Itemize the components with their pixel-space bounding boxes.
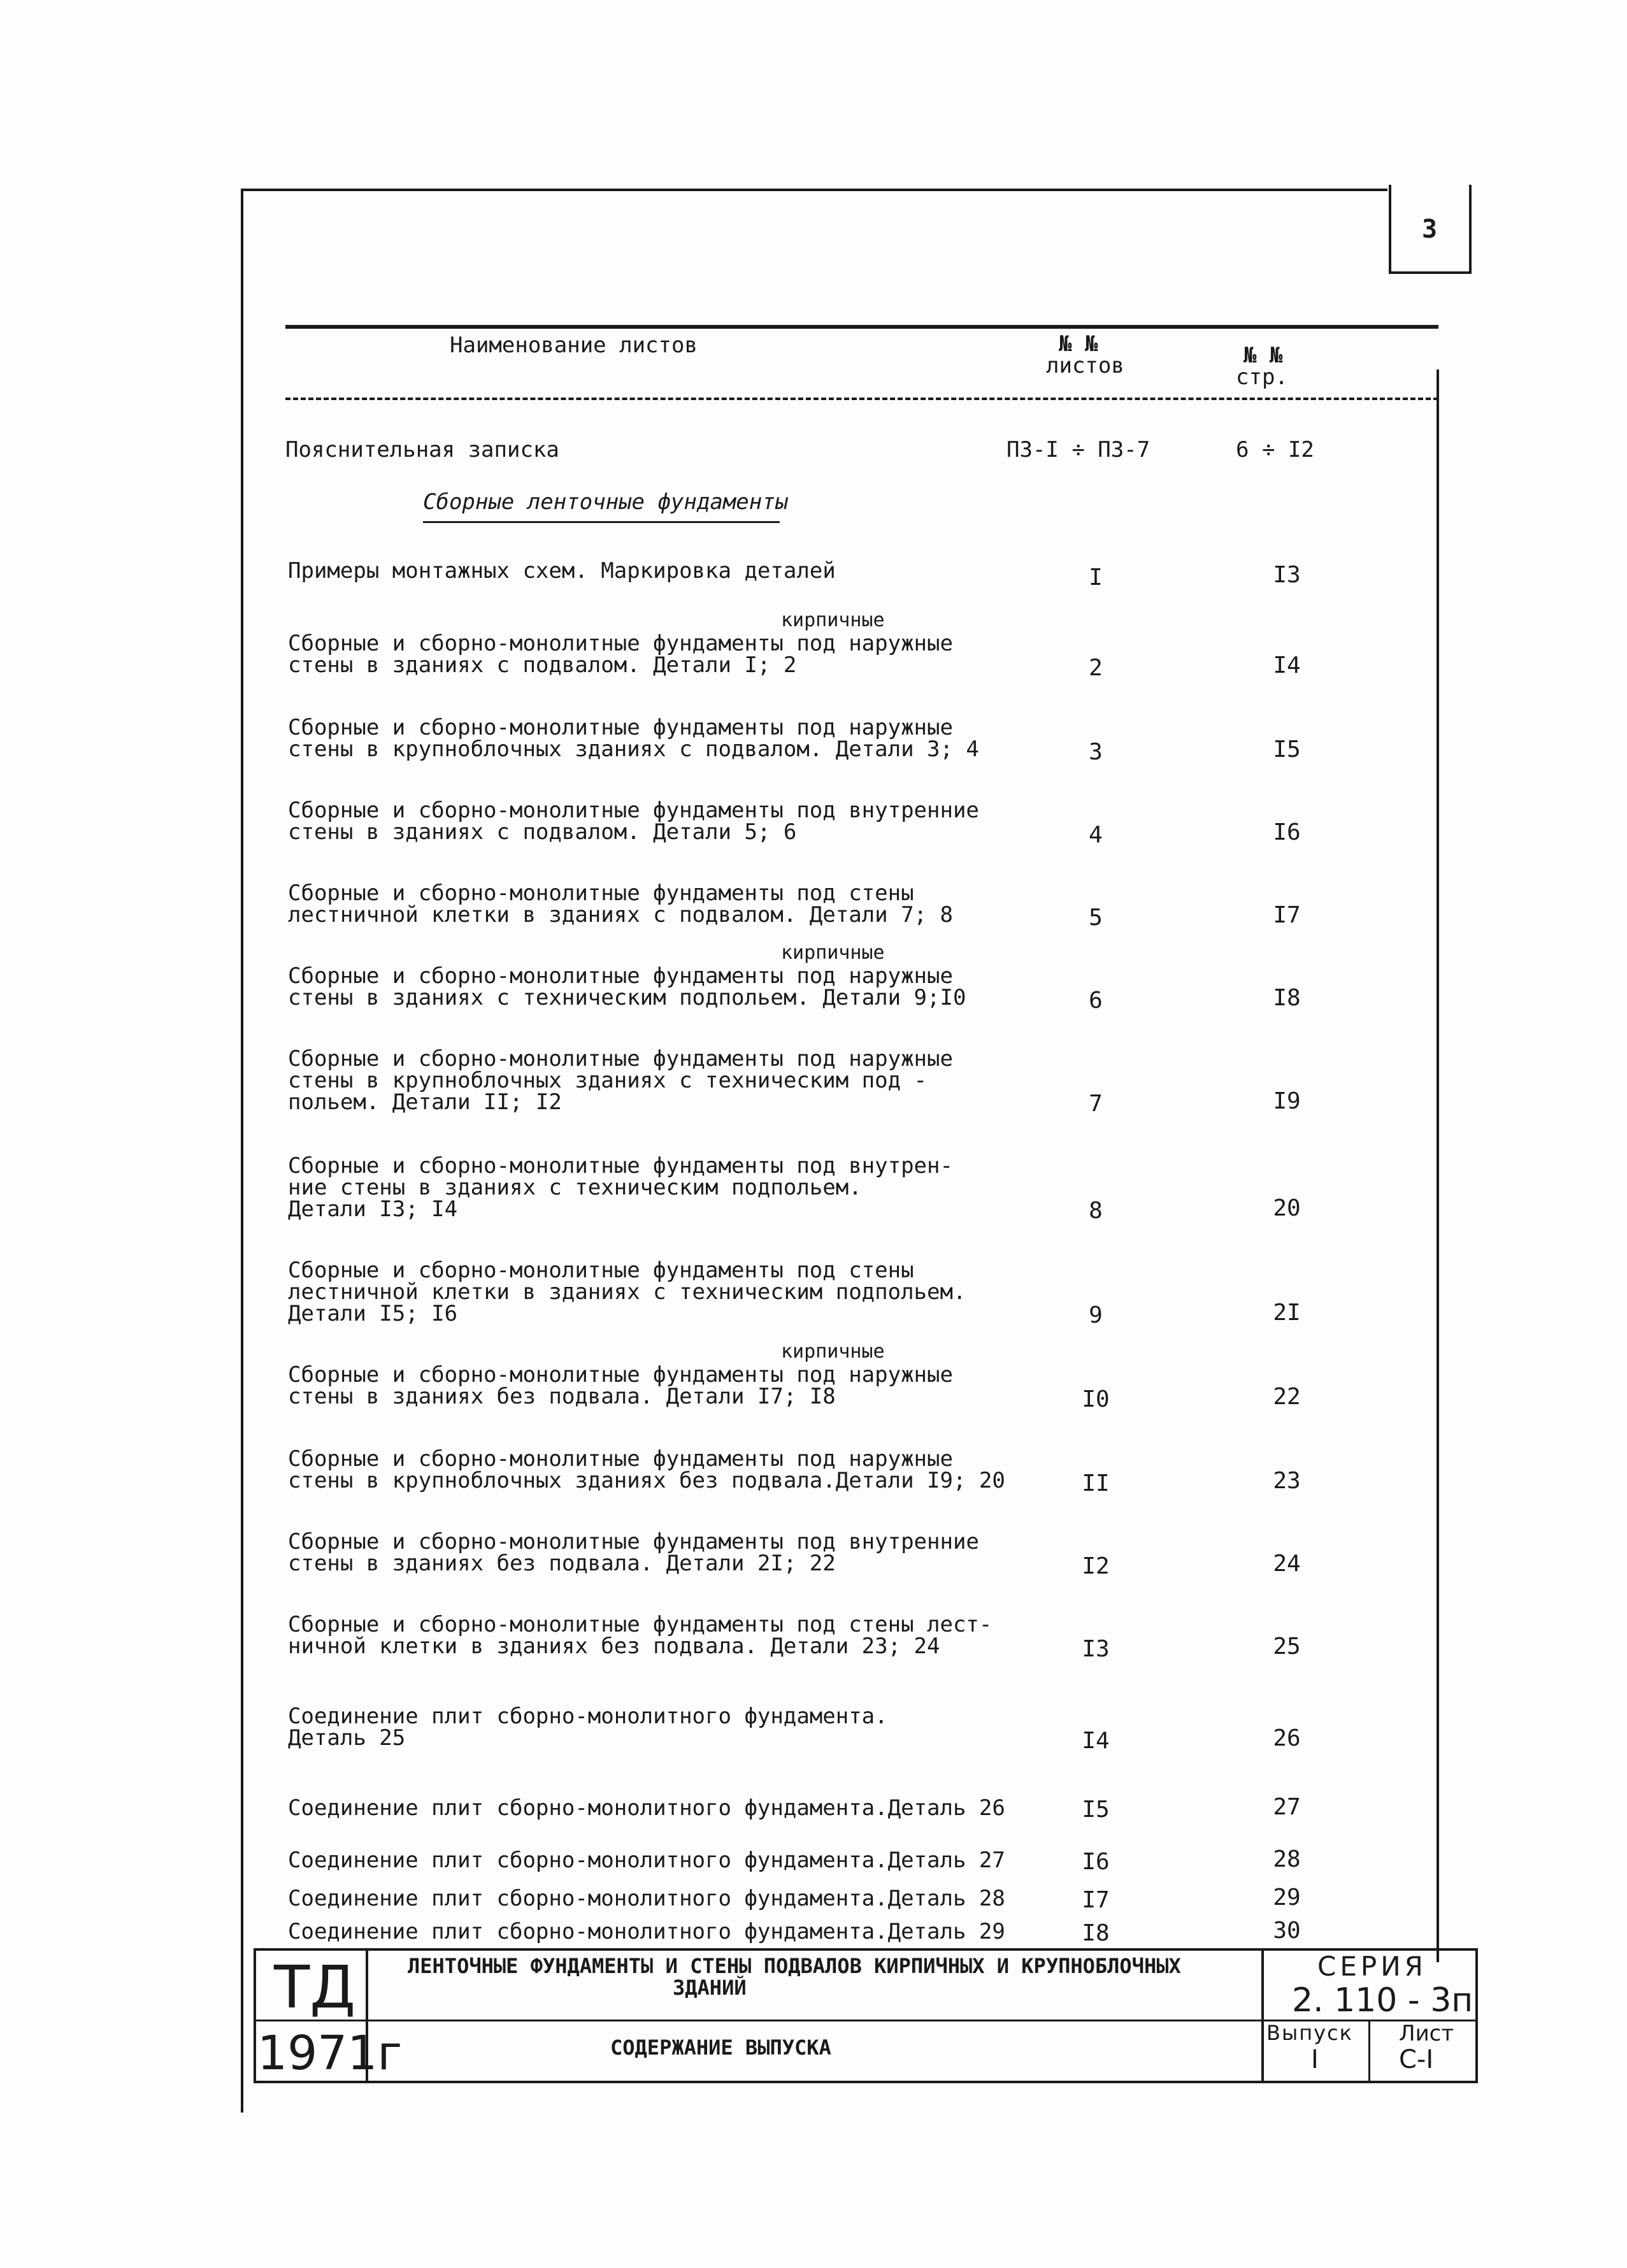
row-title-line: Сборные и сборно-монолитные фундаменты под наружные	[288, 631, 953, 656]
row-sheet-number: 8	[1089, 1198, 1103, 1224]
intro-sheets: ПЗ-I ÷ ПЗ-7	[1007, 437, 1150, 463]
page-number: 3	[1422, 215, 1438, 244]
header-dashed-rule	[285, 398, 1438, 400]
row-sheet-number: I2	[1082, 1553, 1110, 1579]
row-title-line: лестничной клетки в зданиях с техническим подпольем.	[288, 1279, 966, 1305]
row-page-number: I5	[1273, 736, 1301, 763]
stamp-v3	[1368, 2020, 1370, 2083]
right-rule	[1437, 370, 1439, 1962]
row-title-line: Сборные и сборно-монолитные фундаменты под наружные	[288, 1046, 953, 1072]
row-sheet-number: I8	[1082, 1920, 1110, 1946]
row-sheet-number: I6	[1082, 1849, 1110, 1875]
row-page-number: 26	[1273, 1725, 1301, 1751]
stamp-sheet-value: С-I	[1399, 2045, 1434, 2074]
row-title-line: Сборные и сборно-монолитные фундаменты под наружные	[288, 1446, 953, 1472]
row-title-line: Сборные и сборно-монолитные фундаменты под наружные	[288, 963, 953, 989]
section-title-underline	[423, 521, 780, 523]
header-pages-sym: № №	[1244, 343, 1283, 368]
row-title-line: стены в крупноблочных зданиях с подвалом. Детали 3; 4	[288, 736, 979, 762]
row-title-line: Сборные и сборно-монолитные фундаменты под внутрен-	[288, 1153, 953, 1179]
row-title-line: Сборные и сборно-монолитные фундаменты под внутренние	[288, 798, 979, 823]
row-page-number: 30	[1273, 1918, 1301, 1944]
row-sheet-number: 3	[1089, 739, 1103, 765]
stamp-series-label: СЕРИЯ	[1317, 1951, 1427, 1982]
row-sheet-number: 4	[1089, 822, 1103, 848]
row-page-number: I7	[1273, 902, 1301, 928]
row-title-line: стены в крупноблочных зданиях без подвала.Детали I9; 20	[288, 1468, 1005, 1493]
row-sheet-number: I5	[1082, 1797, 1110, 1823]
row-page-number: I8	[1273, 985, 1301, 1011]
header-pages-col: стр.	[1236, 364, 1288, 390]
row-page-number: I9	[1273, 1088, 1301, 1114]
row-sheet-number: 7	[1089, 1091, 1103, 1117]
row-title-line: Детали I5; I6	[288, 1301, 458, 1326]
section-title: Сборные ленточные фундаменты	[423, 489, 789, 515]
stamp-issue-value: I	[1311, 2045, 1319, 2074]
row-sheet-number: 9	[1089, 1302, 1103, 1328]
row-sheet-number: 6	[1089, 987, 1103, 1014]
row-page-number: 28	[1273, 1846, 1301, 1872]
header-sheets-sym: № №	[1059, 331, 1098, 357]
row-title-line: Сборные и сборно-монолитные фундаменты под внутренние	[288, 1529, 979, 1554]
row-title-line: Сборные и сборно-монолитные фундаменты под стены	[288, 1258, 914, 1283]
row-title-line: Соединение плит сборно-монолитного фундамента.Деталь 29	[288, 1919, 1005, 1944]
row-title-line: Соединение плит сборно-монолитного фундамента.Деталь 28	[288, 1886, 1005, 1911]
row-page-number: I6	[1273, 819, 1301, 845]
row-title-line: Соединение плит сборно-монолитного фундамента.Деталь 27	[288, 1848, 1005, 1873]
row-page-number: 20	[1273, 1195, 1301, 1221]
row-sheet-number: I3	[1082, 1636, 1110, 1662]
header-sheets-col: листов	[1046, 353, 1124, 378]
row-page-number: 22	[1273, 1384, 1301, 1410]
row-title-line: польем. Детали II; I2	[288, 1089, 562, 1115]
row-sheet-number: II	[1082, 1470, 1110, 1496]
row-insertion: кирпичные	[781, 609, 885, 631]
row-page-number: 23	[1273, 1468, 1301, 1494]
stamp-subtitle: СОДЕРЖАНИЕ ВЫПУСКА	[610, 2035, 831, 2060]
row-sheet-number: 2	[1089, 655, 1103, 681]
row-title-line: лестничной клетки в зданиях с подвалом. Детали 7; 8	[288, 902, 953, 928]
row-title-line: Соединение плит сборно-монолитного фундамента.	[288, 1704, 888, 1729]
row-title-line: стены в зданиях с подвалом. Детали I; 2	[288, 652, 797, 678]
stamp-issue-label: Выпуск	[1266, 2021, 1353, 2045]
row-page-number: I4	[1273, 652, 1301, 678]
row-page-number: 25	[1273, 1633, 1301, 1660]
stamp-title: ЛЕНТОЧНЫЕ ФУНДАМЕНТЫ И СТЕНЫ ПОДВАЛОВ КИРПИЧНЫХ И КРУПНОБЛОЧНЫХ	[408, 1954, 1181, 1978]
row-title-line: Примеры монтажных схем. Маркировка деталей	[288, 558, 836, 584]
row-sheet-number: I7	[1082, 1887, 1110, 1913]
row-title-line: ние стены в зданиях с техническим подпольем.	[288, 1175, 862, 1200]
row-title-line: стены в зданиях без подвала. Детали I7; I8	[288, 1384, 836, 1409]
row-title-line: Сборные и сборно-монолитные фундаменты под наружные	[288, 1362, 953, 1388]
row-title-line: стены в крупноблочных зданиях с техническим под -	[288, 1068, 928, 1093]
row-sheet-number: I0	[1082, 1386, 1110, 1412]
row-title-line: стены в зданиях без подвала. Детали 2I; 22	[288, 1551, 836, 1576]
row-page-number: 27	[1273, 1794, 1301, 1820]
row-title-line: Детали I3; I4	[288, 1196, 458, 1222]
intro-title: Пояснительная записка	[285, 437, 559, 463]
intro-pages: 6 ÷ I2	[1236, 437, 1314, 463]
stamp-sheet-label: Лист	[1399, 2021, 1454, 2046]
row-title-line: ничной клетки в зданиях без подвала. Детали 23; 24	[288, 1633, 940, 1659]
stamp-org: ТД	[274, 1953, 356, 2021]
row-sheet-number: 5	[1089, 905, 1103, 931]
frame-top	[241, 189, 1387, 191]
row-insertion: кирпичные	[781, 942, 885, 964]
row-page-number: 2I	[1273, 1300, 1301, 1326]
row-title-line: Сборные и сборно-монолитные фундаменты под стены	[288, 880, 914, 906]
row-title-line: Сборные и сборно-монолитные фундаменты под стены лест-	[288, 1612, 993, 1637]
stamp-title-2: ЗДАНИЙ	[673, 1976, 747, 2000]
frame-left	[241, 189, 243, 2113]
row-title-line: Соединение плит сборно-монолитного фундамента.Деталь 26	[288, 1795, 1005, 1821]
row-insertion: кирпичные	[781, 1340, 885, 1363]
row-title-line: Сборные и сборно-монолитные фундаменты под наружные	[288, 715, 953, 740]
row-page-number: I3	[1273, 562, 1301, 588]
row-sheet-number: I	[1089, 564, 1103, 591]
stamp-v2	[1261, 1948, 1264, 2083]
row-title-line: стены в зданиях с подвалом. Детали 5; 6	[288, 819, 797, 845]
stamp-year: 1971г	[257, 2026, 403, 2081]
row-sheet-number: I4	[1082, 1728, 1110, 1754]
header-rule	[285, 325, 1438, 329]
row-title-line: стены в зданиях с техническим подпольем. Детали 9;I0	[288, 985, 966, 1010]
stamp-series-value: 2. 110 - 3п	[1292, 1981, 1473, 2020]
row-title-line: Деталь 25	[288, 1725, 406, 1751]
row-page-number: 29	[1273, 1884, 1301, 1911]
row-page-number: 24	[1273, 1551, 1301, 1577]
header-name-col: Наименование листов	[450, 333, 698, 358]
